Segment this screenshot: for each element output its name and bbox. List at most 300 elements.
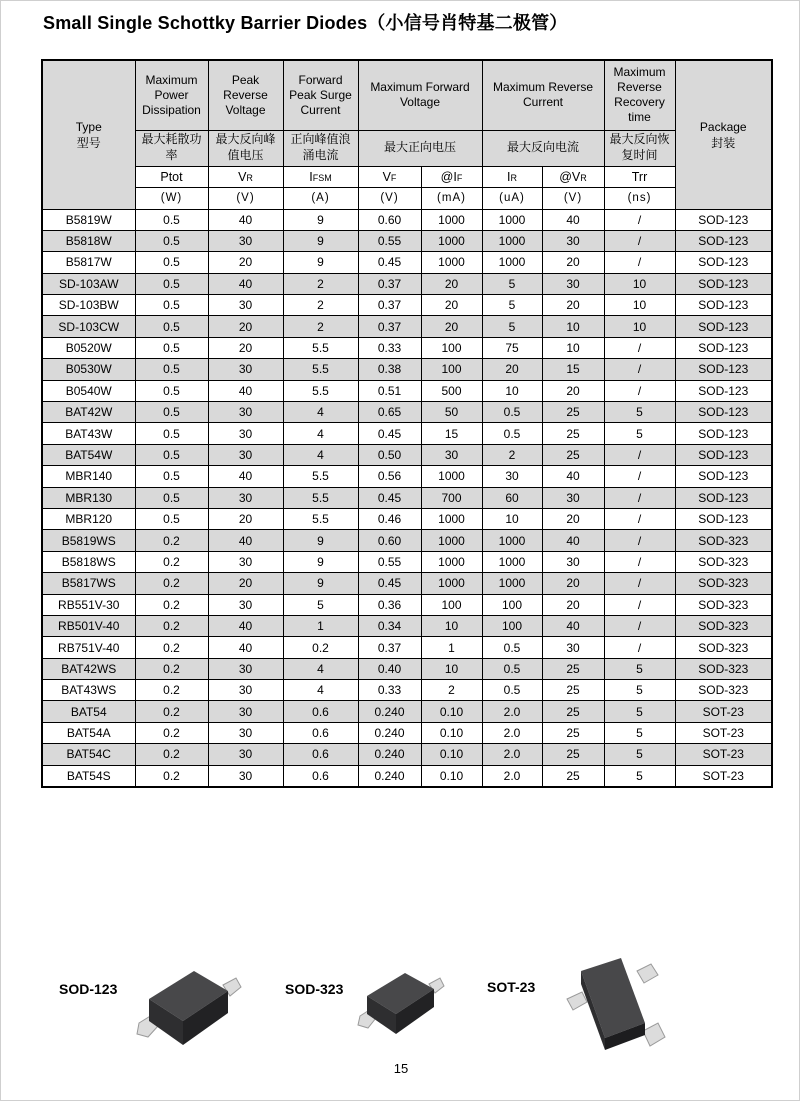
header-package-zh: 封装 <box>711 135 736 150</box>
cell-ir: 20 <box>482 359 542 380</box>
cell-ifsm: 1 <box>283 615 358 636</box>
unit-ir: (uA) <box>482 187 542 209</box>
header-max-forward-voltage: Maximum Forward Voltage <box>358 60 482 130</box>
cell-type: BAT54S <box>42 765 135 786</box>
cell-vr: 30 <box>208 295 283 316</box>
cell-ptot: 0.5 <box>135 337 208 358</box>
cell-at-vr: 25 <box>542 722 604 743</box>
header-max-reverse-recovery-time: Maximum Reverse Recovery time <box>604 60 675 130</box>
cell-vr: 30 <box>208 680 283 701</box>
cell-package: SOD-123 <box>675 337 772 358</box>
cell-at-if: 1 <box>421 637 482 658</box>
cell-ir: 10 <box>482 380 542 401</box>
cell-type: BAT54C <box>42 744 135 765</box>
cell-type: B5819W <box>42 209 135 230</box>
cell-ptot: 0.2 <box>135 637 208 658</box>
unit-vr: (V) <box>208 187 283 209</box>
cell-ptot: 0.2 <box>135 573 208 594</box>
table-row <box>42 380 772 401</box>
table-row <box>42 573 772 594</box>
symbol-base: V <box>238 169 247 184</box>
table-row <box>42 615 772 636</box>
table-row <box>42 744 772 765</box>
cell-ir: 100 <box>482 615 542 636</box>
cell-ifsm: 5 <box>283 594 358 615</box>
cell-trr: / <box>604 359 675 380</box>
cell-at-if: 0.10 <box>421 765 482 786</box>
symbol-ptot <box>135 166 208 187</box>
cell-vr: 40 <box>208 466 283 487</box>
cell-ir: 1000 <box>482 252 542 273</box>
spec-table <box>41 59 773 788</box>
symbol-at-vr <box>542 166 604 187</box>
cell-vr: 20 <box>208 573 283 594</box>
cell-ifsm: 9 <box>283 252 358 273</box>
cell-at-vr: 30 <box>542 487 604 508</box>
cell-at-vr: 25 <box>542 701 604 722</box>
cell-ir: 1000 <box>482 573 542 594</box>
header-package-en: Package <box>699 119 747 134</box>
cell-ir: 2.0 <box>482 722 542 743</box>
cell-type: MBR120 <box>42 508 135 529</box>
table-row <box>42 444 772 465</box>
cell-at-if: 1000 <box>421 573 482 594</box>
cell-ir: 1000 <box>482 209 542 230</box>
cell-ifsm: 9 <box>283 530 358 551</box>
cell-at-vr: 30 <box>542 551 604 572</box>
header-type-en: Type <box>75 119 102 134</box>
cell-package: SOT-23 <box>675 722 772 743</box>
cell-type: B0520W <box>42 337 135 358</box>
cell-package: SOD-123 <box>675 423 772 444</box>
symbol-sub: F <box>456 172 463 183</box>
cell-trr: / <box>604 487 675 508</box>
cell-at-if: 50 <box>421 402 482 423</box>
cell-vf: 0.37 <box>358 316 421 337</box>
cell-trr: / <box>604 551 675 572</box>
cell-vf: 0.45 <box>358 573 421 594</box>
cell-ir: 0.5 <box>482 637 542 658</box>
cell-at-vr: 40 <box>542 615 604 636</box>
cell-ifsm: 4 <box>283 402 358 423</box>
cell-vf: 0.56 <box>358 466 421 487</box>
cell-ptot: 0.5 <box>135 209 208 230</box>
cell-ptot: 0.5 <box>135 487 208 508</box>
cell-ptot: 0.5 <box>135 295 208 316</box>
symbol-base: @I <box>440 169 457 184</box>
cell-trr: 5 <box>604 658 675 679</box>
cell-ifsm: 4 <box>283 423 358 444</box>
cell-trr: 5 <box>604 701 675 722</box>
symbol-sub: R <box>580 172 587 183</box>
cell-ptot: 0.2 <box>135 594 208 615</box>
cell-package: SOD-323 <box>675 530 772 551</box>
cell-vf: 0.33 <box>358 337 421 358</box>
cell-trr: / <box>604 444 675 465</box>
cell-vf: 0.240 <box>358 744 421 765</box>
cell-vf: 0.46 <box>358 508 421 529</box>
cell-at-if: 1000 <box>421 551 482 572</box>
table-header <box>42 60 772 209</box>
figure-label-sod-323: SOD-323 <box>285 981 344 997</box>
header-zh-recovery-time: 最大反向恢复时间 <box>604 130 675 166</box>
cell-ifsm: 2 <box>283 295 358 316</box>
symbol-sub: R <box>510 172 517 183</box>
cell-at-if: 100 <box>421 594 482 615</box>
table-row <box>42 487 772 508</box>
header-zh-forward-voltage: 最大正向电压 <box>358 130 482 166</box>
cell-at-if: 1000 <box>421 252 482 273</box>
cell-ir: 60 <box>482 487 542 508</box>
header-max-power-dissipation: Maximum Power Dissipation <box>135 60 208 130</box>
table-row <box>42 316 772 337</box>
cell-at-if: 500 <box>421 380 482 401</box>
cell-at-if: 15 <box>421 423 482 444</box>
cell-vr: 30 <box>208 402 283 423</box>
header-forward-peak-surge-current: Forward Peak Surge Current <box>283 60 358 130</box>
unit-trr: (ns) <box>604 187 675 209</box>
cell-at-vr: 20 <box>542 573 604 594</box>
table-row <box>42 209 772 230</box>
cell-ptot: 0.2 <box>135 765 208 786</box>
cell-at-if: 2 <box>421 680 482 701</box>
symbol-ir <box>482 166 542 187</box>
cell-ptot: 0.2 <box>135 680 208 701</box>
table-row <box>42 722 772 743</box>
cell-ir: 0.5 <box>482 423 542 444</box>
table-row <box>42 295 772 316</box>
table-row <box>42 765 772 786</box>
cell-ifsm: 5.5 <box>283 359 358 380</box>
cell-ir: 2 <box>482 444 542 465</box>
figure-label-sot-23: SOT-23 <box>487 979 536 995</box>
symbol-base: Ptot <box>160 169 183 184</box>
cell-trr: 5 <box>604 402 675 423</box>
cell-vr: 30 <box>208 594 283 615</box>
cell-vf: 0.33 <box>358 680 421 701</box>
cell-ptot: 0.2 <box>135 551 208 572</box>
table-row <box>42 423 772 444</box>
cell-type: MBR140 <box>42 466 135 487</box>
cell-package: SOD-323 <box>675 551 772 572</box>
cell-ifsm: 9 <box>283 551 358 572</box>
cell-vf: 0.38 <box>358 359 421 380</box>
symbol-base: Trr <box>631 169 648 184</box>
cell-at-if: 1000 <box>421 230 482 251</box>
cell-vr: 40 <box>208 209 283 230</box>
cell-vf: 0.45 <box>358 487 421 508</box>
cell-at-vr: 15 <box>542 359 604 380</box>
table-row <box>42 359 772 380</box>
cell-trr: 10 <box>604 316 675 337</box>
cell-at-if: 1000 <box>421 508 482 529</box>
header-zh-surge: 正向峰值浪涌电流 <box>283 130 358 166</box>
cell-ptot: 0.5 <box>135 402 208 423</box>
cell-trr: / <box>604 252 675 273</box>
cell-vf: 0.37 <box>358 637 421 658</box>
cell-ptot: 0.5 <box>135 252 208 273</box>
cell-ptot: 0.2 <box>135 530 208 551</box>
cell-ptot: 0.5 <box>135 230 208 251</box>
cell-trr: / <box>604 637 675 658</box>
cell-vf: 0.60 <box>358 209 421 230</box>
cell-at-vr: 20 <box>542 380 604 401</box>
cell-type: B0530W <box>42 359 135 380</box>
cell-vf: 0.45 <box>358 423 421 444</box>
unit-row <box>42 187 772 209</box>
table-row <box>42 637 772 658</box>
cell-vf: 0.60 <box>358 530 421 551</box>
table-row <box>42 680 772 701</box>
table-row <box>42 701 772 722</box>
cell-vr: 30 <box>208 444 283 465</box>
cell-vr: 40 <box>208 530 283 551</box>
symbol-row <box>42 166 772 187</box>
cell-ptot: 0.5 <box>135 273 208 294</box>
cell-package: SOD-123 <box>675 273 772 294</box>
cell-type: MBR130 <box>42 487 135 508</box>
cell-ifsm: 0.2 <box>283 637 358 658</box>
cell-ptot: 0.2 <box>135 701 208 722</box>
cell-vr: 20 <box>208 316 283 337</box>
cell-trr: 5 <box>604 744 675 765</box>
header-zh-reverse-current: 最大反向电流 <box>482 130 604 166</box>
cell-at-if: 10 <box>421 658 482 679</box>
cell-at-vr: 25 <box>542 744 604 765</box>
cell-vr: 30 <box>208 701 283 722</box>
cell-at-if: 1000 <box>421 209 482 230</box>
cell-trr: 10 <box>604 273 675 294</box>
cell-vr: 20 <box>208 508 283 529</box>
cell-vf: 0.55 <box>358 230 421 251</box>
cell-trr: / <box>604 615 675 636</box>
cell-vf: 0.51 <box>358 380 421 401</box>
cell-at-vr: 40 <box>542 530 604 551</box>
cell-at-if: 100 <box>421 337 482 358</box>
symbol-vr <box>208 166 283 187</box>
cell-package: SOT-23 <box>675 765 772 786</box>
cell-vf: 0.37 <box>358 273 421 294</box>
cell-ifsm: 4 <box>283 658 358 679</box>
cell-package: SOD-123 <box>675 209 772 230</box>
cell-ifsm: 4 <box>283 444 358 465</box>
table-body <box>42 209 772 787</box>
cell-at-if: 30 <box>421 444 482 465</box>
cell-at-vr: 30 <box>542 230 604 251</box>
cell-vr: 20 <box>208 252 283 273</box>
cell-ptot: 0.2 <box>135 744 208 765</box>
cell-package: SOD-123 <box>675 359 772 380</box>
cell-ir: 5 <box>482 316 542 337</box>
cell-ir: 0.5 <box>482 402 542 423</box>
cell-ir: 5 <box>482 273 542 294</box>
cell-ifsm: 2 <box>283 273 358 294</box>
cell-type: B5817W <box>42 252 135 273</box>
cell-trr: / <box>604 508 675 529</box>
cell-vr: 40 <box>208 615 283 636</box>
cell-at-vr: 25 <box>542 765 604 786</box>
cell-ifsm: 0.6 <box>283 722 358 743</box>
cell-ir: 2.0 <box>482 701 542 722</box>
cell-at-vr: 25 <box>542 680 604 701</box>
cell-ifsm: 5.5 <box>283 380 358 401</box>
cell-at-vr: 25 <box>542 444 604 465</box>
cell-at-vr: 10 <box>542 337 604 358</box>
symbol-sub: F <box>390 172 397 183</box>
cell-at-vr: 40 <box>542 466 604 487</box>
table-row <box>42 594 772 615</box>
cell-type: BAT54W <box>42 444 135 465</box>
cell-type: BAT43W <box>42 423 135 444</box>
cell-vr: 30 <box>208 658 283 679</box>
cell-type: B5818W <box>42 230 135 251</box>
figure-label-sod-123: SOD-123 <box>59 981 118 997</box>
cell-vf: 0.65 <box>358 402 421 423</box>
cell-package: SOD-123 <box>675 487 772 508</box>
cell-ir: 75 <box>482 337 542 358</box>
symbol-base: I <box>507 169 511 184</box>
cell-ir: 2.0 <box>482 744 542 765</box>
cell-package: SOD-123 <box>675 380 772 401</box>
cell-at-vr: 20 <box>542 295 604 316</box>
cell-at-if: 0.10 <box>421 744 482 765</box>
cell-ifsm: 5.5 <box>283 508 358 529</box>
cell-at-if: 20 <box>421 316 482 337</box>
cell-at-vr: 20 <box>542 252 604 273</box>
cell-package: SOD-323 <box>675 573 772 594</box>
symbol-sub: FSM <box>312 172 332 183</box>
cell-package: SOD-123 <box>675 402 772 423</box>
cell-ifsm: 5.5 <box>283 337 358 358</box>
symbol-ifsm <box>283 166 358 187</box>
cell-vr: 30 <box>208 423 283 444</box>
cell-ir: 2.0 <box>482 765 542 786</box>
cell-trr: / <box>604 573 675 594</box>
header-type-zh: 型号 <box>76 135 101 150</box>
cell-trr: 5 <box>604 722 675 743</box>
cell-ir: 100 <box>482 594 542 615</box>
table-row <box>42 530 772 551</box>
cell-ir: 10 <box>482 508 542 529</box>
cell-vf: 0.34 <box>358 615 421 636</box>
cell-vf: 0.45 <box>358 252 421 273</box>
cell-at-vr: 25 <box>542 658 604 679</box>
unit-at-vr: (V) <box>542 187 604 209</box>
cell-ptot: 0.5 <box>135 316 208 337</box>
table-row <box>42 658 772 679</box>
cell-at-vr: 20 <box>542 508 604 529</box>
cell-at-if: 100 <box>421 359 482 380</box>
cell-package: SOD-123 <box>675 444 772 465</box>
cell-ptot: 0.5 <box>135 380 208 401</box>
sod-123-package-icon <box>131 959 246 1059</box>
cell-ptot: 0.5 <box>135 466 208 487</box>
cell-at-if: 1000 <box>421 530 482 551</box>
table-row <box>42 508 772 529</box>
table-row <box>42 466 772 487</box>
cell-vr: 40 <box>208 380 283 401</box>
unit-ptot: (W) <box>135 187 208 209</box>
cell-type: B0540W <box>42 380 135 401</box>
cell-vf: 0.240 <box>358 701 421 722</box>
cell-ifsm: 4 <box>283 680 358 701</box>
cell-vr: 30 <box>208 722 283 743</box>
header-max-reverse-current: Maximum Reverse Current <box>482 60 604 130</box>
cell-ifsm: 5.5 <box>283 466 358 487</box>
cell-package: SOD-323 <box>675 680 772 701</box>
symbol-base: V <box>382 169 391 184</box>
cell-ir: 1000 <box>482 551 542 572</box>
cell-package: SOD-123 <box>675 466 772 487</box>
cell-trr: 5 <box>604 423 675 444</box>
cell-at-vr: 10 <box>542 316 604 337</box>
cell-vf: 0.55 <box>358 551 421 572</box>
cell-ptot: 0.5 <box>135 508 208 529</box>
page-title: Small Single Schottky Barrier Diodes（小信号肖特基二极管） <box>43 13 568 33</box>
cell-package: SOD-323 <box>675 658 772 679</box>
cell-type: SD-103BW <box>42 295 135 316</box>
header-zh-max-power: 最大耗散功率 <box>135 130 208 166</box>
cell-ptot: 0.5 <box>135 423 208 444</box>
cell-ifsm: 0.6 <box>283 701 358 722</box>
header-zh-peak-reverse: 最大反向峰值电压 <box>208 130 283 166</box>
cell-ifsm: 5.5 <box>283 487 358 508</box>
cell-vf: 0.37 <box>358 295 421 316</box>
cell-at-if: 0.10 <box>421 722 482 743</box>
cell-at-vr: 25 <box>542 423 604 444</box>
cell-at-if: 20 <box>421 295 482 316</box>
cell-ir: 1000 <box>482 230 542 251</box>
cell-package: SOD-323 <box>675 615 772 636</box>
cell-type: BAT54 <box>42 701 135 722</box>
cell-trr: 5 <box>604 765 675 786</box>
cell-vf: 0.40 <box>358 658 421 679</box>
cell-at-if: 700 <box>421 487 482 508</box>
cell-ptot: 0.5 <box>135 359 208 380</box>
symbol-base: @V <box>559 169 581 184</box>
cell-ptot: 0.5 <box>135 444 208 465</box>
cell-type: RB501V-40 <box>42 615 135 636</box>
cell-ifsm: 2 <box>283 316 358 337</box>
table-row <box>42 551 772 572</box>
cell-ir: 5 <box>482 295 542 316</box>
cell-at-if: 10 <box>421 615 482 636</box>
cell-type: B5819WS <box>42 530 135 551</box>
cell-vr: 40 <box>208 273 283 294</box>
cell-type: B5817WS <box>42 573 135 594</box>
cell-package: SOD-123 <box>675 316 772 337</box>
cell-at-vr: 30 <box>542 637 604 658</box>
cell-trr: / <box>604 337 675 358</box>
symbol-trr <box>604 166 675 187</box>
cell-vr: 30 <box>208 359 283 380</box>
cell-type: B5818WS <box>42 551 135 572</box>
cell-vf: 0.240 <box>358 765 421 786</box>
cell-vr: 30 <box>208 551 283 572</box>
symbol-sub: R <box>246 172 253 183</box>
page-number: 15 <box>393 1061 409 1076</box>
cell-ifsm: 9 <box>283 573 358 594</box>
table-row <box>42 273 772 294</box>
cell-vr: 40 <box>208 637 283 658</box>
table-row <box>42 402 772 423</box>
cell-at-vr: 30 <box>542 273 604 294</box>
cell-at-vr: 40 <box>542 209 604 230</box>
cell-vr: 30 <box>208 744 283 765</box>
header-peak-reverse-voltage: Peak Reverse Voltage <box>208 60 283 130</box>
cell-ptot: 0.2 <box>135 722 208 743</box>
cell-at-if: 0.10 <box>421 701 482 722</box>
